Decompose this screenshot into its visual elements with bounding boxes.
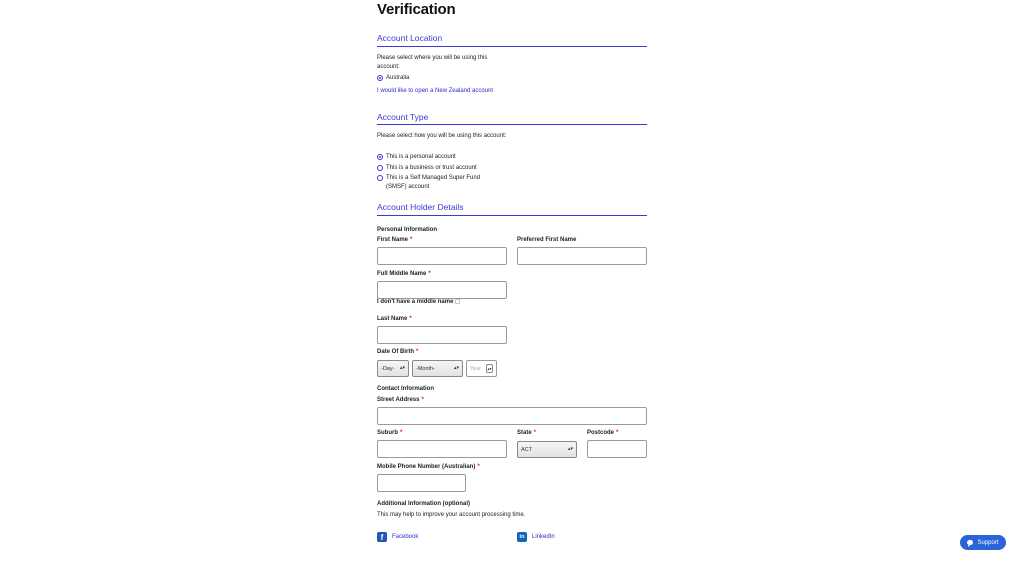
contact-info-heading: Contact Information xyxy=(377,386,434,392)
account-type-title: Account Type xyxy=(377,112,429,122)
no-middle-name-checkbox[interactable] xyxy=(455,299,460,304)
chat-bubble-icon xyxy=(967,540,973,545)
radio-personal[interactable] xyxy=(377,153,456,162)
linkedin-button[interactable] xyxy=(517,532,555,542)
dob-month-select[interactable] xyxy=(412,360,463,377)
first-name-label: First Name * xyxy=(377,237,413,243)
section-divider xyxy=(377,46,647,47)
radio-personal-label: This is a personal account xyxy=(386,154,456,160)
select-arrows-icon: ▴▾ xyxy=(567,446,573,452)
support-label: Support xyxy=(977,539,999,546)
state-value: ACT xyxy=(521,446,532,453)
section-divider xyxy=(377,124,647,125)
dob-label: Date Of Birth * xyxy=(377,349,419,355)
first-name-input[interactable] xyxy=(377,247,507,265)
account-location-help: Please select where you will be using this account: xyxy=(377,55,488,70)
middle-name-label: Full Middle Name * xyxy=(377,271,431,277)
dob-month-value: -Month- xyxy=(416,365,435,372)
postcode-input[interactable] xyxy=(587,440,647,458)
middle-name-input[interactable] xyxy=(377,281,507,299)
radio-selected-icon[interactable] xyxy=(377,75,383,81)
radio-australia-label: Australia xyxy=(386,75,410,81)
radio-selected-icon[interactable] xyxy=(377,154,383,160)
linkedin-icon: in xyxy=(517,532,527,542)
mobile-label: Mobile Phone Number (Australian) * xyxy=(377,464,480,470)
facebook-icon: f xyxy=(377,532,387,542)
select-arrows-icon: ▴▾ xyxy=(453,365,459,371)
additional-info-heading: Additional Information (optional) xyxy=(377,501,470,507)
linkedin-label: LinkedIn xyxy=(532,534,555,540)
dob-day-value: -Day- xyxy=(381,365,395,372)
dob-year-input[interactable] xyxy=(466,360,497,377)
support-button[interactable] xyxy=(960,535,1006,550)
personal-info-heading: Personal Information xyxy=(377,227,438,233)
preferred-first-name-label: Preferred First Name xyxy=(517,237,577,243)
street-address-input[interactable] xyxy=(377,407,647,425)
postcode-label: Postcode * xyxy=(587,430,619,436)
radio-business[interactable] xyxy=(377,164,477,173)
radio-unselected-icon[interactable] xyxy=(377,165,383,171)
street-address-label: Street Address * xyxy=(377,397,424,403)
preferred-first-name-input[interactable] xyxy=(517,247,647,265)
account-holder-title: Account Holder Details xyxy=(377,202,464,212)
radio-business-label: This is a business or trust account xyxy=(386,165,477,171)
no-middle-name-option[interactable]: I don't have a middle name xyxy=(377,299,460,305)
mobile-input[interactable] xyxy=(377,474,466,492)
section-divider xyxy=(377,215,647,216)
radio-smsf-label: This is a Self Managed Super Fund (SMSF) account xyxy=(386,175,481,190)
state-select[interactable] xyxy=(517,441,577,458)
suburb-input[interactable] xyxy=(377,440,507,458)
last-name-label: Last Name * xyxy=(377,316,412,322)
radio-smsf[interactable] xyxy=(377,174,497,191)
spinner-icon[interactable]: ▴▾ xyxy=(486,364,493,373)
dob-day-select[interactable] xyxy=(377,360,409,377)
account-type-help: Please select how you will be using this account: xyxy=(377,133,507,139)
facebook-button[interactable] xyxy=(377,532,418,542)
new-zealand-link[interactable]: I would like to open a New Zealand account xyxy=(377,88,494,94)
radio-australia[interactable] xyxy=(377,74,409,83)
facebook-label: Facebook xyxy=(392,534,419,540)
suburb-label: Suburb * xyxy=(377,430,403,436)
page-title: Verification xyxy=(377,1,456,18)
radio-unselected-icon[interactable] xyxy=(377,175,383,181)
additional-info-help: This may help to improve your account processing time. xyxy=(377,512,526,518)
last-name-input[interactable] xyxy=(377,326,507,344)
dob-year-placeholder: Year xyxy=(470,365,482,372)
select-arrows-icon: ▴▾ xyxy=(399,365,405,371)
account-location-title: Account Location xyxy=(377,33,443,43)
state-label: State * xyxy=(517,430,537,436)
